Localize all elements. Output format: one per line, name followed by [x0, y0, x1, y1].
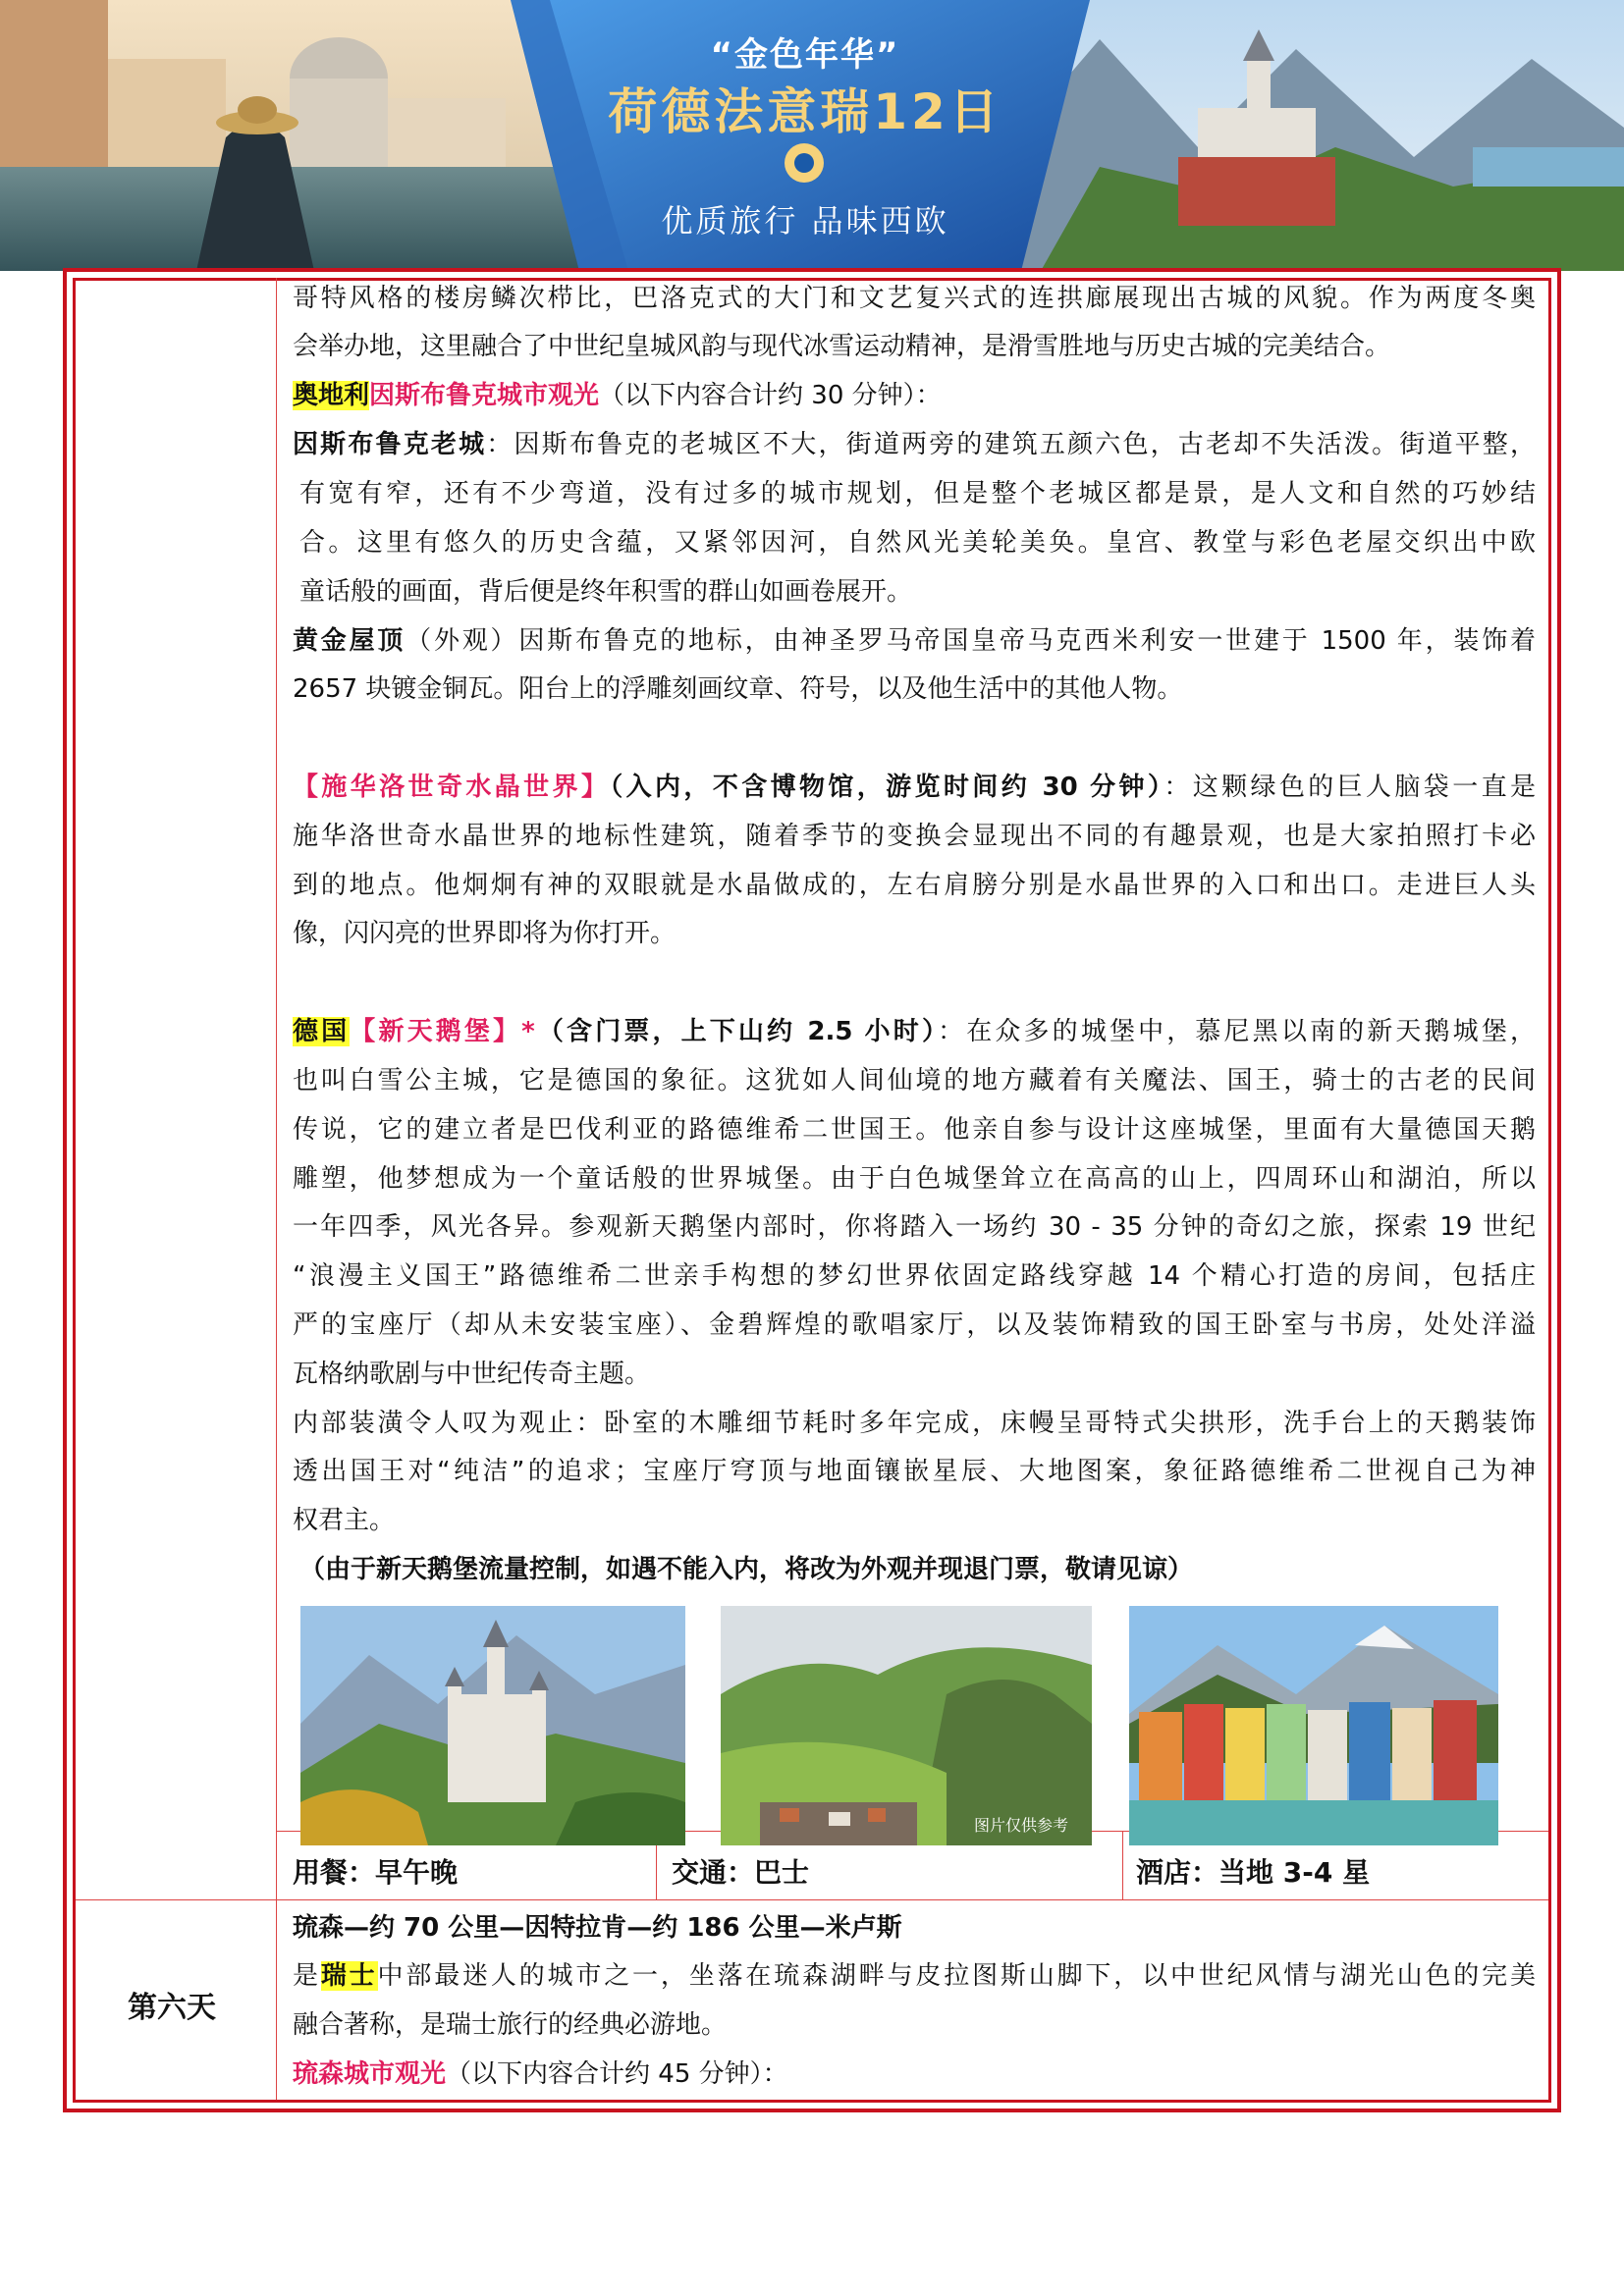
neuschwanstein-photo [300, 1606, 685, 1845]
paragraph-line: “浪漫主义国王”路德维希二世亲手构想的梦幻世界依固定路线穿越 14 个精心打造的房间，包括庄 [293, 1261, 1536, 1291]
banner-slogan: “金色年华” [710, 35, 900, 75]
day-label: 第六天 [128, 1991, 216, 2025]
country-highlight: 瑞士 [320, 1961, 378, 1991]
paragraph-line: 合。这里有悠久的历史含蕴，又紧邻因河，自然风光美轮美奂。皇宫、教堂与彩色老屋交织出中欧 [299, 528, 1536, 558]
paragraph-line: 传说，它的建立者是巴伐利亚的路德维希二世国王。他亲自参与设计这座城堡，里面有大量德国天鹅 [293, 1115, 1536, 1145]
attraction-title: 【施华洛世奇水晶世界】 [293, 773, 611, 802]
paragraph-line: 会举办地，这里融合了中世纪皇城风韵与现代冰雪运动精神，是滑雪胜地与历史古城的完美结合。 [293, 332, 1391, 361]
banner-text-block [530, 0, 1080, 271]
duration-note: （以下内容合计约 30 分钟）： [599, 381, 942, 410]
duration-note: （含门票，上下山约 2.5 小时） [534, 1017, 939, 1046]
paragraph-line: 哥特风格的楼房鳞次栉比，巴洛克式的大门和文艺复兴式的连拱廊展现出古城的风貌。作为两度冬奥 [293, 284, 1536, 313]
banner-subtitle: 优质旅行 品味西欧 [661, 202, 949, 240]
paragraph-line: 施华洛世奇水晶世界的地标性建筑，随着季节的变换会显现出不同的有趣景观，也是大家拍照打卡必 [293, 822, 1536, 851]
hotel-info: 酒店：当地 3-4 星 [1136, 1856, 1371, 1889]
info-divider-2 [1122, 1832, 1123, 1899]
transport-info: 交通：巴士 [672, 1856, 810, 1889]
paragraph-line: 有宽有窄，还有不少弯道，没有过多的城市规划，但是整个老城区都是景，是人文和自然的巧妙结 [299, 479, 1536, 508]
paragraph-line: 到的地点。他炯炯有神的双眼就是水晶做成的，左右肩膀分别是水晶世界的入口和出口。走进巨人头 [293, 871, 1536, 900]
valley-photo [721, 1606, 1092, 1845]
paragraph-line: 2657 块镀金铜瓦。阳台上的浮雕刻画纹章、符号，以及他生活中的其他人物。 [293, 674, 1183, 704]
paragraph-line: 权君主。 [293, 1506, 396, 1535]
paragraph-line: 瓦格纳歌剧与中世纪传奇主题。 [293, 1360, 651, 1389]
golden-roof-line: 黄金屋顶（外观）因斯布鲁克的地标，由神圣罗马帝国皇帝马克西米利安一世建于 1500 年，装饰着 [293, 626, 1536, 656]
day-route: 琉森—约 70 公里—因特拉肯—约 186 公里—米卢斯 [293, 1913, 902, 1943]
paragraph-line: 严的宝座厅（却从未安装宝座）、金碧辉煌的歌唱家厅，以及装饰精致的国王卧室与书房，处处洋溢 [293, 1310, 1536, 1340]
paragraph-line: 也叫白雪公主城，它是德国的象征。这犹如人间仙境的地方藏着有关魔法、国王，骑士的古老的民间 [293, 1066, 1536, 1095]
trip-title: 荷德法意瑞12日 [608, 83, 1002, 140]
meals-info: 用餐：早午晚 [293, 1856, 459, 1889]
attraction-title: 【新天鹅堡】* [350, 1017, 535, 1046]
brand-logo-icon [785, 143, 824, 183]
day-row-divider [76, 1899, 1548, 1900]
lucerne-heading [293, 2056, 1536, 2092]
oldtown-label: 因斯布鲁克老城 [293, 430, 487, 459]
golden-roof-label: 黄金屋顶 [293, 626, 406, 656]
day-intro-line: 是瑞士中部最迷人的城市之一，坐落在琉森湖畔与皮拉图斯山脚下，以中世纪风情与湖光山色的完美 [293, 1961, 1536, 1991]
castle-heading: 德国【新天鹅堡】*（含门票，上下山约 2.5 小时）：在众多的城堡中，慕尼黑以南的新天鹅城堡， [293, 1017, 1536, 1046]
paragraph-line: 雕塑，他梦想成为一个童话般的世界城堡。由于白色城堡耸立在高高的山上，四周环山和湖泊，所以 [293, 1164, 1536, 1194]
day-column-divider [276, 278, 277, 2100]
duration-note: （入内，不含博物馆，游览时间约 30 分钟） [610, 773, 1164, 802]
innsbruck-heading [293, 378, 1536, 413]
header-banner [0, 0, 1624, 271]
country-highlight: 德国 [293, 1017, 351, 1046]
paragraph-line: 融合著称，是瑞士旅行的经典必游地。 [293, 2010, 728, 2040]
swarovski-heading: 【施华洛世奇水晶世界】（入内，不含博物馆，游览时间约 30 分钟）：这颗绿色的巨人脑袋一直是 [293, 773, 1536, 802]
paragraph-line: 内部装潢令人叹为观止：卧室的木雕细节耗时多年完成，床幔呈哥特式尖拱形，洗手台上的天鹅装饰 [293, 1409, 1536, 1438]
attraction-title: 琉森城市观光 [293, 2059, 447, 2089]
castle-notice: （由于新天鹅堡流量控制，如遇不能入内，将改为外观并现退门票，敬请见谅） [299, 1555, 1194, 1584]
photo-watermark: 图片仅供参考 [973, 1816, 1068, 1835]
paragraph-line: 一年四季，风光各异。参观新天鹅堡内部时，你将踏入一场约 30 - 35 分钟的奇幻之旅，探索 19 世纪 [293, 1212, 1536, 1242]
oldtown-line: 因斯布鲁克老城：因斯布鲁克的老城区不大，街道两旁的建筑五颜六色，古老却不失活泼。街道平整， [293, 430, 1536, 459]
paragraph-line: 童话般的画面，背后便是终年积雪的群山如画卷展开。 [299, 577, 913, 607]
attraction-title: 因斯布鲁克城市观光 [369, 381, 600, 410]
country-highlight: 奥地利 [293, 381, 370, 410]
paragraph-line: 像，闪闪亮的世界即将为你打开。 [293, 919, 677, 948]
innsbruck-houses-photo [1129, 1606, 1498, 1845]
duration-note: （以下内容合计约 45 分钟）： [446, 2059, 788, 2089]
paragraph-line: 透出国王对“纯洁”的追求；宝座厅穹顶与地面镶嵌星辰、大地图案，象征路德维希二世视自己为神 [293, 1457, 1536, 1486]
